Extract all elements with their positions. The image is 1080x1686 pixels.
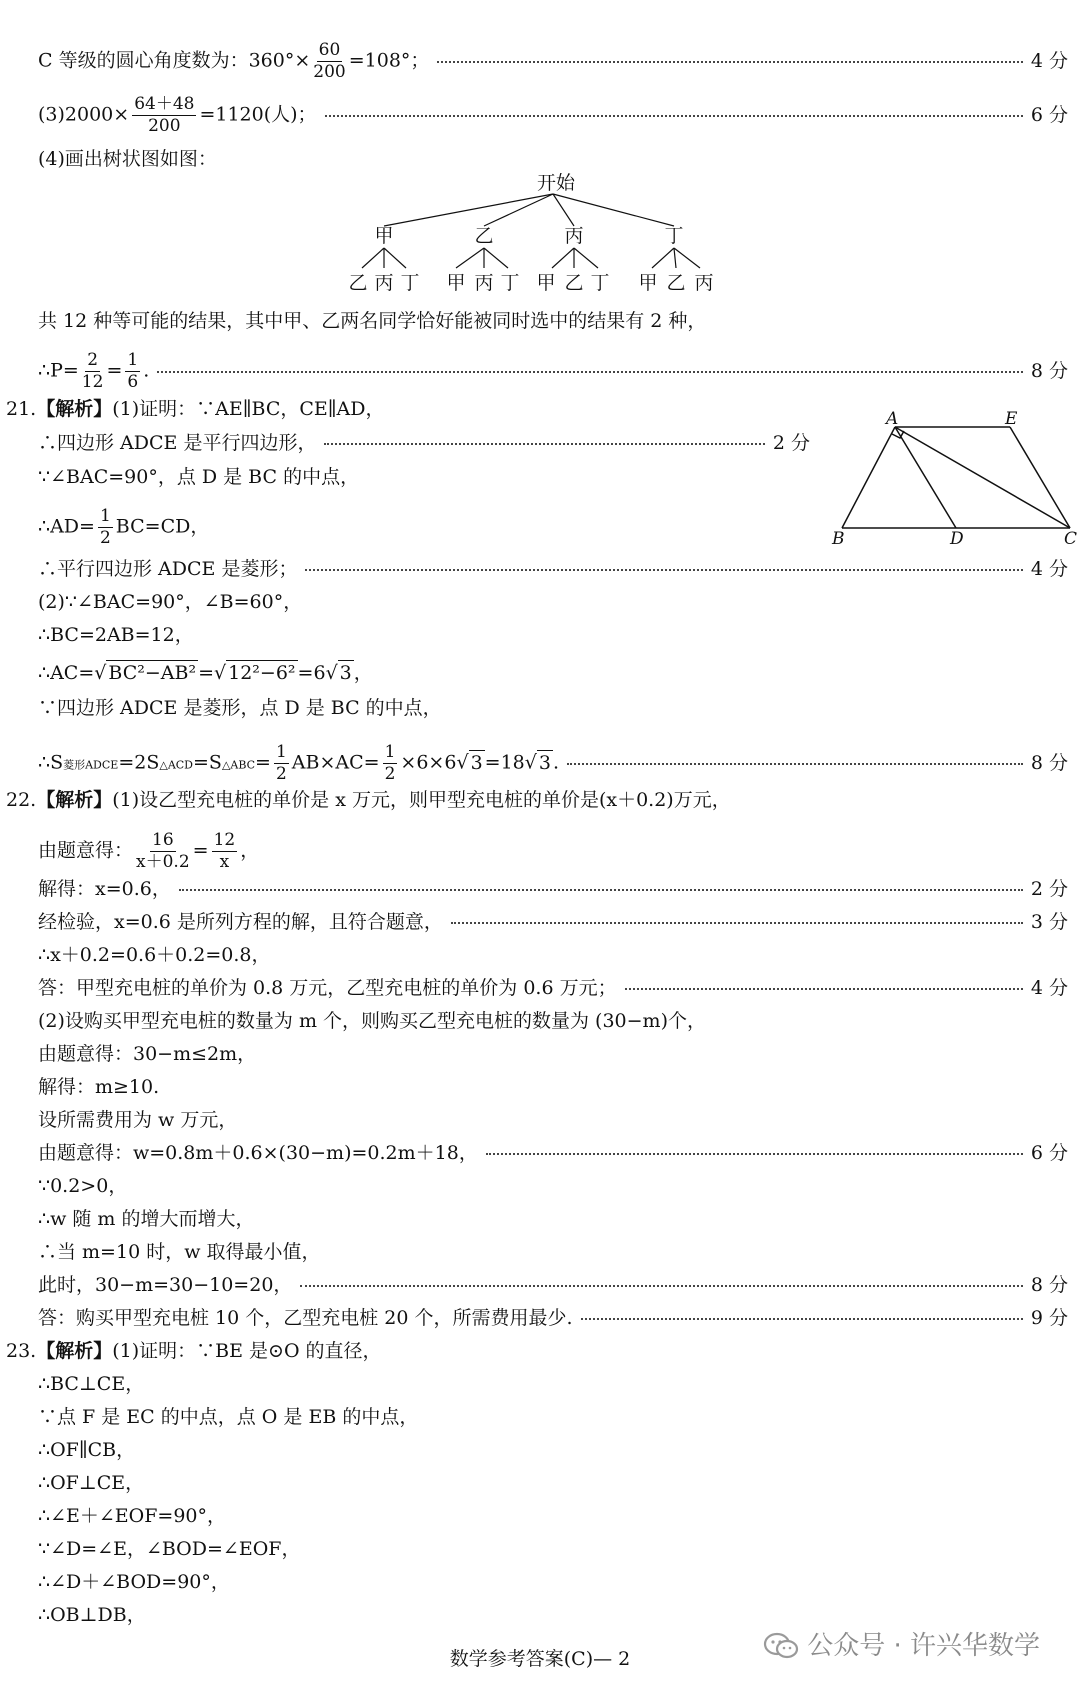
line-part4: (4)画出树状图如图：: [38, 148, 217, 170]
tree-leaf: 丁: [400, 272, 420, 294]
rhombus-figure: [830, 410, 1080, 545]
score-label: 8 分: [1030, 359, 1068, 382]
line-q23-of-parallel: ∴OF∥CB，: [38, 1439, 136, 1461]
line-q21-midpoint: ∵∠BAC=90°，点 D 是 BC 的中点，: [38, 466, 360, 488]
line-q21-part2: (2)∵∠BAC=90°，∠B=60°，: [38, 591, 303, 613]
tree-leaf: 丁: [590, 272, 610, 294]
line-q22-check: 经检验，x=0.6 是所列方程的解，且符合题意， 3 分: [38, 911, 1068, 933]
line-q21-bc: ∴BC=2AB=12，: [38, 624, 194, 646]
line-q23-of-perp: ∴OF⊥CE，: [38, 1472, 145, 1494]
score-label: 6 分: [1030, 1142, 1068, 1164]
score-label: 9 分: [1030, 1307, 1068, 1329]
line-q22-price: ∴x＋0.2=0.6＋0.2=0.8，: [38, 944, 271, 966]
line-part3: (3)2000× $\frac{64+48}{200}$ =1120(人)； 6 分: [38, 94, 1068, 136]
line-q22-solve: 解得：x=0.6， 2 分: [38, 878, 1068, 900]
line-q21-rhombus2: ∵四边形 ADCE 是菱形，点 D 是 BC 的中点，: [38, 697, 442, 719]
line-q22-increase: ∴w 随 m 的增大而增大，: [38, 1208, 255, 1230]
line-q23-angles-equal: ∵∠D=∠E，∠BOD=∠EOF，: [38, 1538, 301, 1560]
line-q23-bc: ∴BC⊥CE，: [38, 1373, 145, 1395]
question-21-header: 21.【解析】(1)证明：∵AE∥BC，CE∥AD，: [6, 398, 385, 420]
line-q21-area: ∴S菱形ADCE=2S△ACD=S△ABC= $\frac{1}{2}$ AB×AC= $\frac{1}{2}$ ×6×6√ 3 =18√ 3 . 8 分: [38, 742, 1068, 784]
score-label: 8 分: [1030, 751, 1068, 774]
score-label: 3 分: [1030, 911, 1068, 933]
vertex-label-c: C: [1064, 529, 1078, 545]
line-q22-min: ∴当 m=10 时，w 取得最小值，: [38, 1241, 321, 1263]
line-q22-answer1: 答：甲型充电桩的单价为 0.8 万元，乙型充电桩的单价为 0.6 万元； 4 分: [38, 977, 1068, 999]
tree-leaf: 甲: [536, 272, 556, 294]
line-q22-inequality: 由题意得：30−m≤2m，: [38, 1043, 257, 1065]
tree-leaf: 乙: [564, 272, 584, 294]
vertex-label-a: A: [886, 410, 899, 429]
tree-diagram: [340, 172, 760, 302]
line-q23-angle-sum: ∴∠E＋∠EOF=90°，: [38, 1505, 227, 1527]
score-label: 4 分: [1030, 977, 1068, 999]
score-label: 6 分: [1030, 103, 1068, 126]
line-q22-calc: 此时，30−m=30−10=20， 8 分: [38, 1274, 1068, 1296]
tree-level1-node: 乙: [474, 225, 494, 247]
line-outcomes: 共 12 种等可能的结果，其中甲、乙两名同学恰好能被同时选中的结果有 2 种，: [38, 310, 707, 332]
score-label: 2 分: [772, 432, 810, 454]
question-22-header: 22.【解析】(1)设乙型充电桩的单价是 x 万元，则甲型充电桩的单价是(x＋0.2)万元，: [6, 789, 731, 811]
tree-leaf: 丙: [374, 272, 394, 294]
vertex-label-e: E: [1005, 410, 1018, 429]
line-q23-angle-sum2: ∴∠D＋∠BOD=90°，: [38, 1571, 230, 1593]
tree-leaf: 甲: [638, 272, 658, 294]
watermark-text: 公众号 · 许兴华数学: [807, 1631, 1040, 1661]
line-probability: ∴P= $\frac{2}{12}$ = $\frac{1}{6}$ . 8 分: [38, 350, 1068, 392]
line-q22-equation: 由题意得： $\frac{16}{x+0.2}$ = $\frac{12}{x}$ ，: [38, 830, 260, 872]
tree-leaf: 丁: [500, 272, 520, 294]
tree-leaf: 丙: [474, 272, 494, 294]
line-q21-parallelogram: ∴四边形 ADCE 是平行四边形， 2 分: [38, 432, 810, 454]
tree-leaf: 乙: [666, 272, 686, 294]
line-q22-solve2: 解得：m≥10.: [38, 1076, 160, 1098]
page-footer: 数学参考答案(C)— 2: [449, 1648, 631, 1670]
line-q21-ac: ∴AC=√ BC²−AB² =√ 12²−6² =6√ 3 ，: [38, 662, 373, 684]
score-label: 2 分: [1030, 878, 1068, 900]
tree-root: 开始: [536, 172, 576, 194]
line-q22-cost: 设所需费用为 w 万元，: [38, 1109, 238, 1131]
tree-leaf: 甲: [446, 272, 466, 294]
tree-level1-node: 丙: [564, 225, 584, 247]
tree-leaf: 乙: [348, 272, 368, 294]
line-q22-part2: (2)设购买甲型充电桩的数量为 m 个，则购买乙型充电桩的数量为 (30−m)个，: [38, 1010, 706, 1032]
line-c-grade-angle: C 等级的圆心角度数为：360°× $\frac{60}{200}$ =108°； 4 分: [38, 40, 1068, 82]
score-label: 8 分: [1030, 1274, 1068, 1296]
line-q23-ob-perp: ∴OB⊥DB，: [38, 1604, 146, 1626]
tree-leaf: 丙: [694, 272, 714, 294]
vertex-label-b: B: [832, 529, 845, 545]
tree-level1-node: 丁: [664, 225, 684, 247]
line-q22-function: 由题意得：w=0.8m＋0.6×(30−m)=0.2m＋18， 6 分: [38, 1142, 1068, 1164]
score-label: 4 分: [1030, 558, 1068, 580]
score-label: 4 分: [1030, 49, 1068, 72]
question-23-header: 23.【解析】(1)证明：∵BE 是⊙O 的直径，: [6, 1340, 382, 1362]
line-q22-answer2: 答：购买甲型充电桩 10 个，乙型充电桩 20 个，所需费用最少. 9 分: [38, 1307, 1068, 1329]
tree-level1-node: 甲: [374, 225, 394, 247]
line-q21-rhombus: ∴平行四边形 ADCE 是菱形； 4 分: [38, 558, 1068, 580]
line-q21-ad: ∴AD= $\frac{1}{2}$ BC=CD，: [38, 506, 210, 548]
line-q23-midpoints: ∵点 F 是 EC 的中点，点 O 是 EB 的中点，: [38, 1406, 419, 1428]
line-q22-positive: ∵0.2>0，: [38, 1175, 128, 1197]
vertex-label-d: D: [950, 529, 964, 545]
